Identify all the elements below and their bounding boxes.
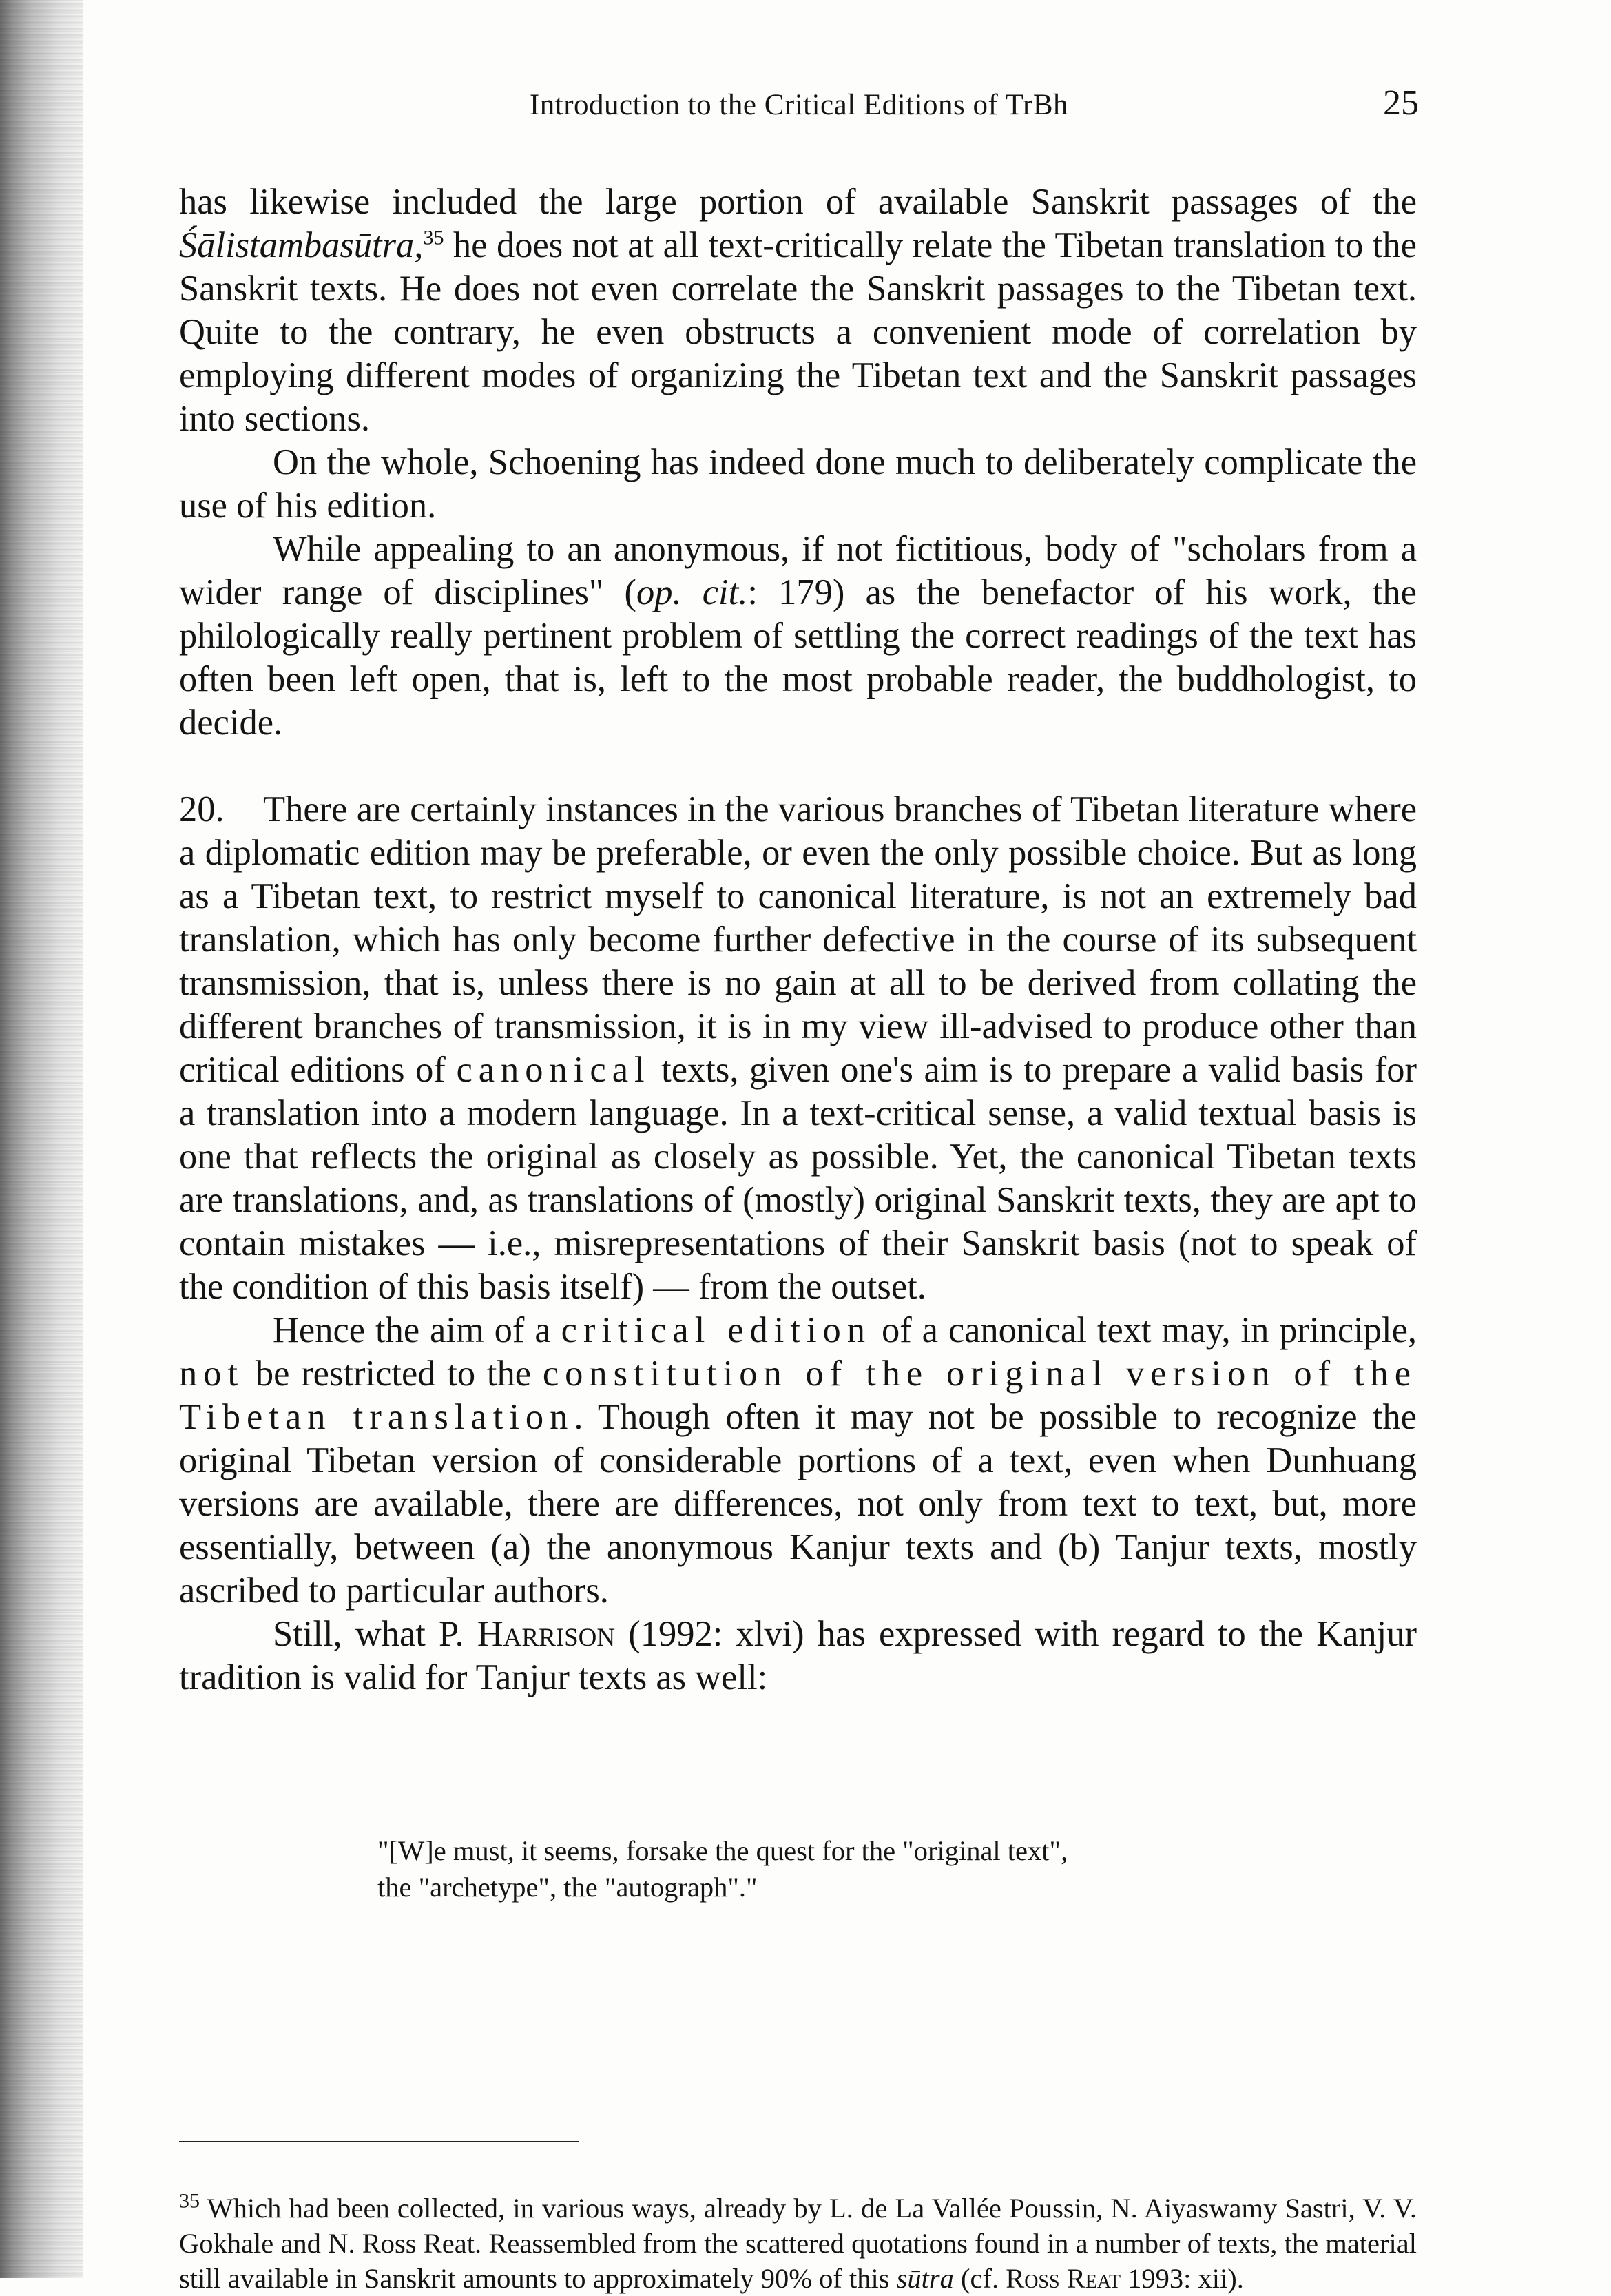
paragraph-3: [179, 528, 1417, 745]
paragraph-1-text-cont: he does not at all text-critically relate the Tibetan translation to the Sanskrit texts. He does not even correlate the Sanskrit passages to the Tibetan text. Quite to the contrary, he even obstructs a convenient mode of correlation by employing different modes of organizing the Tibetan text and the Sanskrit passages into sections.: [179, 225, 1417, 439]
sutra-word: sūtra: [896, 2263, 954, 2294]
quote-line-1: "[W]e must, it seems, forsake the quest for the "original text",: [377, 1835, 1068, 1866]
page-number: 25: [1383, 83, 1419, 123]
text-run: be restricted to the: [244, 1354, 543, 1394]
paragraph-20-text-cont: texts, given one's aim is to prepare a valid basis for a translation into a modern language. In a text-critical sense, a valid textual basis is one that reflects the original as closely as possible. Yet, the canonical Tibetan texts are translations, and, as translations of (mostly) original Sanskrit texts, they are apt to contain mistakes — i.e., misrepresentations of their Sanskrit basis (not to speak of the condition of this basis itself) — from the outset.: [179, 1050, 1417, 1307]
paragraph-still: [179, 1613, 1417, 1699]
text-run: of a canonical text may, in principle,: [871, 1310, 1417, 1350]
author-ross-reat: Ross Reat: [1006, 2263, 1121, 2294]
text-run: Still, what P.: [273, 1614, 477, 1654]
paragraph-3-text-cont: : 179) as the benefactor of his work, the philologically really pertinent problem of settling the correct readings of the text has often been left open, that is, left to the most probable reader, the buddhologist, to decide.: [179, 572, 1417, 743]
paragraph-3-text: While appealing to an anonymous, if not fictitious, body of "scholars from a wider range of disciplines" (: [179, 529, 1417, 612]
text-run: 1993: xii).: [1121, 2263, 1244, 2294]
quote-line-2: the "archetype", the "autograph".": [377, 1872, 758, 1903]
scan-binding-edge: [0, 0, 83, 2278]
emphasis-constitution: constitution of the original version of the Tibetan translation: [179, 1354, 1417, 1437]
text-run: Which had been collected, in various ways, already by L. de La Vallée Poussin, N. Aiyaswamy Sastri, V. V. Gokhale and N. Ross Reat. Reassembled from the scattered quotations found in a number of texts, the material still available in Sanskrit amounts to approximately 90% of this: [179, 2193, 1417, 2294]
text-run: (1992: xlvi) has expressed with regard to the Kanjur tradition is valid for Tanjur texts as well:: [179, 1614, 1417, 1697]
footnote-ref-35: 35: [423, 226, 444, 249]
block-quote: [377, 1832, 1273, 1905]
emphasis-not: not: [179, 1354, 245, 1394]
footnote-divider: [179, 2141, 579, 2142]
body-text: [179, 180, 1417, 1699]
paragraph-1-text: has likewise included the large portion of available Sanskrit passages of the: [179, 182, 1417, 222]
op-cit: op. cit.: [636, 572, 748, 612]
footnote-number: 35: [179, 2189, 200, 2213]
emphasis-critical-edition: critical edition: [561, 1310, 872, 1350]
author-harrison: Harrison: [477, 1614, 616, 1654]
emphasis-canonical: canonical: [456, 1050, 651, 1090]
paragraph-hence: [179, 1309, 1417, 1613]
sutra-title: Śālistambasūtra,: [179, 225, 424, 265]
running-head-title: Introduction to the Critical Editions of TrBh: [529, 89, 1069, 121]
paragraph-1: [179, 180, 1417, 441]
text-run: . Though often it may not be possible to recognize the original Tibetan version of considerable portions of a text, even when Dunhuang versions are available, there are differences, not only from text to text, but, more essentially, between (a) the anonymous Kanjur texts and (b) Tanjur texts, mostly ascribed to particular authors.: [179, 1397, 1417, 1611]
paragraph-20: [179, 788, 1417, 1309]
text-run: Hence the aim of a: [273, 1310, 561, 1350]
text-run: (cf.: [953, 2263, 1006, 2294]
footnote-text: [179, 2191, 1417, 2296]
paragraph-20-text: There are certainly instances in the various branches of Tibetan literature where a diplomatic edition may be preferable, or even the only possible choice. But as long as a Tibetan text, to restrict myself to canonical literature, is not an extremely bad translation, which has only become further defective in the course of its subsequent transmission, that is, unless there is no gain at all to be derived from collating the different branches of transmission, it is in my view ill-advised to produce other than critical editions of: [179, 789, 1417, 1090]
section-number: 20.: [179, 789, 225, 829]
running-head: [179, 83, 1419, 130]
footnote-35: [179, 2191, 1417, 2296]
paragraph-2: On the whole, Schoening has indeed done much to deliberately complicate the use of his edition.: [179, 442, 1417, 526]
